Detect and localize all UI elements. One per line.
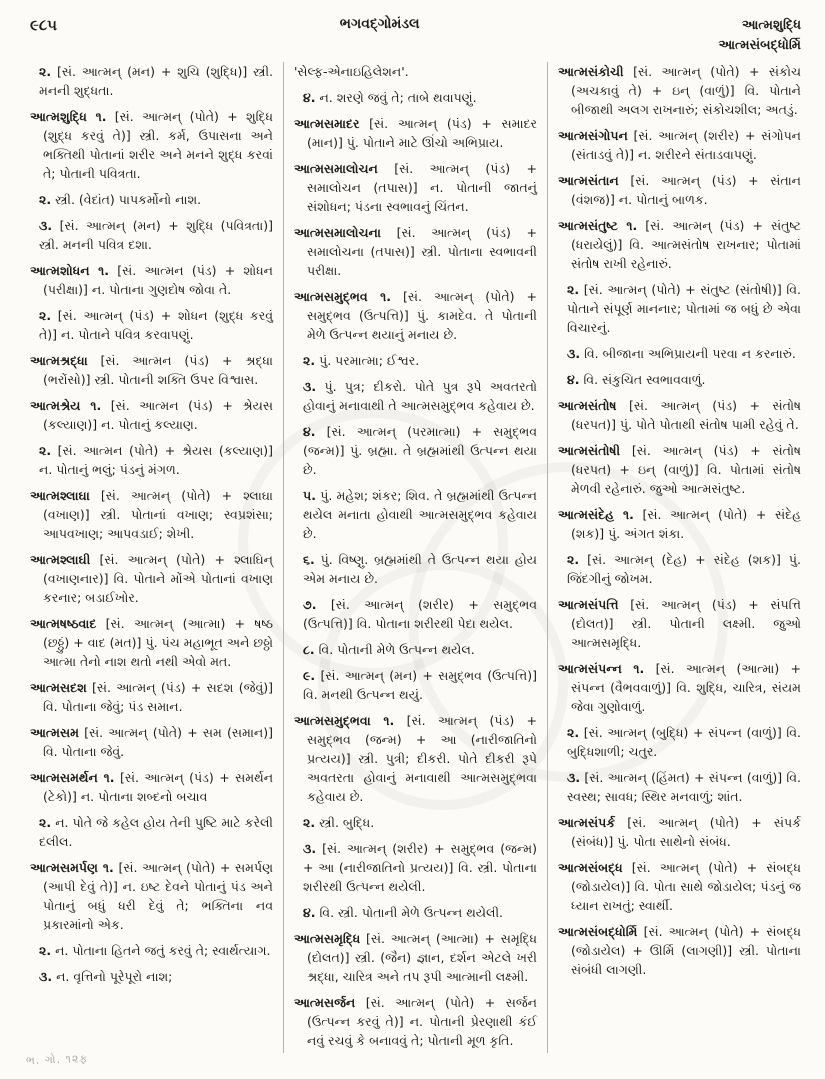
definition-text: [સં. આત્મન્ (મન) + શુચિ (શુદ્ધિ)] સ્ત્રી. મનની શુદ્ધતા. <box>39 64 273 98</box>
definition-text: [સં. આત્મન્ (પોતે) + સંબદ્ધ (જોડાયેલ) + ઊર્મિ (લાગણી)] સ્ત્રી. પોતાના સંબંધી લાગણી. <box>571 924 801 977</box>
headword: આત્મસમાદર <box>294 116 360 131</box>
definition-text: [સં. આત્મન્ (પોતે) + સમુદ્ભવ (ઉત્પત્તિ)] પું. કામદેવ. તે પોતાની મેળે ઉત્પન્ન થયાનું મનાય છે. <box>307 289 537 342</box>
dictionary-entry <box>30 768 273 806</box>
headword: આત્મસદશ <box>30 680 87 695</box>
dictionary-entry <box>294 114 537 152</box>
headword: આત્મસમાલોચના <box>294 225 381 240</box>
sense-paragraph <box>294 377 537 415</box>
headword: આત્મસમ <box>30 725 79 740</box>
definition-text: [સં. આત્મન્ (પંડ) + સંતોષ (ધરપત)] પું. પોતે પોતાથી સંતોષ પામી રહેવું તે. <box>571 398 801 432</box>
dictionary-entry <box>30 723 273 761</box>
headword: આત્મષષ્ઠવાદ <box>30 616 97 631</box>
definition-text: [સં. આત્મન્ (પંડ) + સદશ (જેવું)] વિ. પોતાના જેવું; પંડ સમાન. <box>43 680 273 714</box>
definition-text: વિ. સ્ત્રી. પોતાની મેળે ઉત્પન્ન થયેલી. <box>319 905 504 920</box>
headword: આત્મસમુદ્ભવ ૧. <box>294 289 391 304</box>
headword: ૨. <box>567 282 580 297</box>
dictionary-entry <box>30 396 273 434</box>
dictionary-entry <box>30 351 273 389</box>
dictionary-entry <box>558 595 801 652</box>
definition-text: [સં. આત્મન્ (બુદ્ધિ) + સંપન્ન (વાળું)] વિ. બુદ્ધિશાળી; ચતુર. <box>567 725 801 759</box>
definition-text: [સં. આત્મન્ (મન) + સમુદ્ભવ (ઉત્પત્તિ)] વિ. મનથી ઉત્પન્ન થયું. <box>303 668 537 702</box>
definition-text: [સં. આત્મન્ (પંડ) + સંતાન (વંશજ)] ન. પોતાનું બાળક. <box>571 173 801 207</box>
sense-paragraph <box>558 768 801 806</box>
definition-text: ન. પોતે જે કહેલ હોય તેની પુષ્ટિ માટે કરેલી દલીલ. <box>39 815 273 849</box>
definition-text: વિ. બીજાના અભિપ્રાયની પરવા ન કરનારું. <box>584 346 796 361</box>
dictionary-entry <box>558 813 801 851</box>
sense-paragraph <box>294 595 537 633</box>
headword: આત્મસંતોષ <box>558 398 617 413</box>
page-number: ૯૮૫ <box>30 16 57 34</box>
dictionary-entry <box>30 614 273 671</box>
headword: ૩. <box>39 969 53 984</box>
dictionary-entry <box>558 216 801 273</box>
dictionary-entry <box>558 858 801 915</box>
headword: ૫. <box>303 488 316 503</box>
sense-paragraph <box>30 967 273 986</box>
headword: ૨. <box>39 943 52 958</box>
sense-paragraph <box>558 370 801 389</box>
dictionary-entry <box>294 993 537 1050</box>
sense-paragraph <box>30 306 273 344</box>
definition-text: [સં. આત્મન (પંડ) + શ્રદ્ધા (ભરોંસો)] સ્ત્રી. પોતાની શક્તિ ઉપર વિશ્વાસ. <box>43 353 273 387</box>
headword: આત્મસંપત્તિ <box>558 597 619 612</box>
dictionary-entry <box>30 678 273 716</box>
definition-text: [સં. આત્મન્ (પંડ) + સમાલોચના (તપાસ)] સ્ત્રી. પોતાના સ્વભાવની પરીક્ષા. <box>307 225 537 278</box>
sense-paragraph <box>294 839 537 896</box>
page-header <box>30 16 801 56</box>
definition-text: [સં. આત્મન્ (પંડ) + સંતુષ્ટ (ધરાયેલું)] વિ. આત્મસંતોષ રાખનાર; પોતામાં સંતોષ રાખી રહેનારું. <box>571 218 801 271</box>
guide-word-last: આત્મસંબદ્ધોર્મિ <box>718 38 801 54</box>
definition-text: [સં. આત્મન્ (પોતે) + સમ (સમાન)] વિ. પોતાના જેવું. <box>43 725 273 759</box>
definition-text: [સં. આત્મન (પંડ) + શોધન (પરીક્ષા)] ન. પોતાના ગુણદોષ જોવા તે. <box>43 263 273 297</box>
definition-text: સ્ત્રી. (વેદાંત) પાપકર્મોનો નાશ. <box>55 192 202 207</box>
definition-text: [સં. આત્મન્ (દેહ) + સંદેહ (શક)] પું. જિંદગીનું જોખમ. <box>567 552 801 586</box>
column-left <box>30 62 283 1053</box>
column-middle <box>284 62 547 1053</box>
headword: ૩. <box>567 770 581 785</box>
definition-text: 'સેલ્ફ-એનાઇહિલેશન'. <box>294 64 409 79</box>
headword: આત્મસર્જન <box>294 995 356 1010</box>
sense-paragraph <box>294 813 537 832</box>
headword: ૩. <box>303 379 317 394</box>
headword: આત્મસંબદ્ધ <box>558 860 623 875</box>
headword: આત્મસંતાન <box>558 173 619 188</box>
definition-text: [સં. આત્મન્ (પોતે) + સંતુષ્ટ (સંતોષી)] વિ. પોતાને સંપૂર્ણ માનનાર; પોતામાં જ બધું છે એવા વિચારનું. <box>567 282 801 335</box>
headword: આત્મસંતોષી <box>558 443 621 458</box>
headword: આત્મસંબદ્ધોર્મિ <box>558 924 638 939</box>
sense-paragraph <box>294 550 537 588</box>
sense-paragraph <box>30 441 273 479</box>
definition-text: [સં. આત્મન્ (શરીર) + સંગોપન (સંતાડવું તે)] ન. શરીરને સંતાડવાપણું. <box>571 128 801 162</box>
headword: ૨. <box>567 552 580 567</box>
definition-text: [સં. આત્મન્ (પંડ) + સમુદ્ભવ (જન્મ) + આ (નારીજાતિનો પ્રત્યય)] સ્ત્રી. પુત્રી; દીકરી. પોતે દીકરી રૂપે અવતરતા હોવાનું મનાવાથી આત્મસમુદ્ભવા કહેવાય છે. <box>307 713 537 804</box>
dictionary-entry <box>30 107 273 183</box>
sense-paragraph <box>30 813 273 851</box>
headword: ૭. <box>303 597 317 612</box>
definition-text: [સં. આત્મન્ (આત્મા) + સંપન્ન (વૈભવવાળું)] વિ. શુદ્ધિ, ચારિત્ર, સંયમ જેવા ગુણોવાળું. <box>571 661 801 714</box>
headword: ૮. <box>303 642 315 657</box>
sense-paragraph <box>558 723 801 761</box>
definition-text: [સં. આત્મન્ (શરીર) + સમુદ્ભવ (ઉત્પત્તિ)] વિ. પોતાના શરીરથી પેદા થયેલ. <box>303 597 537 631</box>
sense-paragraph <box>294 88 537 107</box>
headword: ૩. <box>39 218 53 233</box>
headword: આત્મસમુદ્ભવા ૧. <box>294 713 395 728</box>
dictionary-entry <box>558 441 801 498</box>
headword: આત્મશુદ્ધિ ૧. <box>30 109 107 124</box>
definition-text: પું. પરમાત્મા; ઈશ્વર. <box>319 353 420 368</box>
dictionary-entry <box>294 159 537 216</box>
dictionary-entry <box>30 550 273 607</box>
dictionary-entry <box>294 711 537 806</box>
headword: આત્મસમર્થન ૧. <box>30 770 115 785</box>
headword: આત્મસમર્પણ ૧. <box>30 860 114 875</box>
dictionary-entry <box>558 922 801 979</box>
sense-paragraph <box>558 344 801 363</box>
definition-text: પું. વિષ્ણુ. બ્રહ્મમાંથી તે ઉત્પન્ન થયા હોય એમ મનાય છે. <box>303 552 537 586</box>
sense-paragraph <box>294 62 537 81</box>
dictionary-entry <box>558 505 801 543</box>
headword: ૨. <box>39 815 52 830</box>
sense-paragraph <box>30 62 273 100</box>
dictionary-entry <box>558 171 801 209</box>
definition-text: વિ. સંકુચિત સ્વભાવવાળું. <box>583 372 706 387</box>
definition-text: [સં. આત્મન્ (પંડ) + સમાદર (માન)] પું. પોતાને માટે ઊંચો અભિપ્રાય. <box>307 116 537 150</box>
definition-text: [સં. આત્મન્ (પંડ) + શોધન (શુદ્ધ કરવું તે)] ન. પોતાને પવિત્ર કરવાપણું. <box>39 308 273 342</box>
sense-paragraph <box>30 190 273 209</box>
sense-paragraph <box>558 280 801 337</box>
definition-text: સ્ત્રી. બુદ્ધિ. <box>319 815 375 830</box>
dictionary-entry <box>294 287 537 344</box>
headword: ૨. <box>303 353 316 368</box>
column-right <box>548 62 801 1053</box>
sense-paragraph <box>30 216 273 254</box>
headword: આત્મશ્લાઘા <box>30 488 90 503</box>
definition-text: [સં. આત્મન્ (મન) + શુદ્ધિ (પવિત્રતા)] સ્ત્રી. મનની પવિત્ર દશા. <box>39 218 273 252</box>
guide-word-first: આત્મશુદ્ધિ <box>741 18 801 33</box>
headword: ૬. <box>303 552 315 567</box>
definition-text: [સં. આત્મન્ (હિંમત) + સંપન્ન (વાળું)] વિ. સ્વસ્થ; સાવધ; સ્થિર મનવાળું; શાંત. <box>567 770 801 804</box>
headword: આત્મસંપર્ક <box>558 815 616 830</box>
headword: આત્મસંપન્ન ૧. <box>558 661 645 676</box>
definition-text: [સં. આત્મન્ (પંડ) + સંતોષ (ધરપત) + ઇન્ (વાળું)] વિ. પોતામાં સંતોષ મેળવી રહેનારું. જુઓ આત્મસંતુષ્ટ. <box>571 443 801 496</box>
definition-text: [સં. આત્મન્ (આત્મા) + સમૃદ્ધિ (દોલત)] સ્ત્રી. (જૈન) જ્ઞાન, દર્શન એટલે ખરી શ્રદ્ધા, ચારિત્ર અને તપ રૂપી આત્માની લક્ષ્મી. <box>307 931 537 984</box>
definition-text: ન. શરણે જવું તે; તાબે થવાપણું. <box>319 90 477 105</box>
definition-text: [સં. આત્મન્ (શરીર) + સમુદ્ભવ (જન્મ) + આ (નારીજાતિનો પ્રત્યય)] વિ. સ્ત્રી. પોતાના શરીરથી ઉત્પન્ન થયેલી. <box>303 841 537 894</box>
headword: આત્મસંતુષ્ટ ૧. <box>558 218 638 233</box>
headword: ૨. <box>567 725 580 740</box>
definition-text: [સં. આત્મન્ (પોતે) + શ્લાઘિન્ (વખાણનાર)] વિ. પોતાને મોંએ પોતાનાં વખાણ કરનાર; બડાઈખોર. <box>43 552 273 605</box>
definition-text: [સં. આત્મન્ (પંડ) + સમર્થન (ટેકો)] ન. પોતાના શબ્દનો બચાવ <box>43 770 274 804</box>
book-title: ભગવદ્ગોમંડલ <box>339 16 420 32</box>
definition-text: પું. મહેશ; શંકર; શિવ. તે બ્રહ્મમાંથી ઉત્પન્ન થયેલ મનાતા હોવાથી આત્મસમુદ્ભવ કહેવાય છે. <box>303 488 537 541</box>
headword: ૨. <box>303 815 316 830</box>
dictionary-entry <box>294 223 537 280</box>
headword: આત્મશ્રેય ૧. <box>30 398 102 413</box>
headword: ૨. <box>39 192 52 207</box>
dictionary-entry <box>294 929 537 986</box>
headword: આત્મશ્રદ્ધા <box>30 353 88 368</box>
headword: આત્મસંગોપન <box>558 128 628 143</box>
headword: ૪. <box>303 90 316 105</box>
headword: આત્મસંદેહ ૧. <box>558 507 634 522</box>
sense-paragraph <box>294 351 537 370</box>
dictionary-entry <box>30 486 273 543</box>
headword: આત્મશોધન ૧. <box>30 263 109 278</box>
headword: ૨. <box>39 443 52 458</box>
headword: ૨. <box>39 308 52 323</box>
sense-paragraph <box>558 550 801 588</box>
headword: ૪. <box>303 424 316 439</box>
definition-text: [સં. આત્મન્ (પોતે) + સંબદ્ધ (જોડાયેલ)] વિ. પોતા સાથે જોડાયેલ; પંડનું જ ધ્યાન રાખતું; સ્વાર્થી. <box>571 860 801 913</box>
definition-text: [સં. આત્મન્ (આત્મા) + ષષ્ઠ (છઠ્ઠું) + વાદ (મત)] પું. પંચ મહાભૂત અને છઠ્ઠો આત્મા તેનો નાશ થતો નથી એવો મત. <box>43 616 273 669</box>
headword: ૯. <box>303 668 316 683</box>
headword: આત્મસંકોચી <box>558 64 624 79</box>
definition-text: [સં. આત્મન્ (પોતે) + સર્જન (ઉત્પન્ન કરવું તે)] ન. પોતાની પ્રેરણાથી કંઈ નવું રચવું કે બનાવવું તે; પોતાની મૂળ કૃતિ. <box>307 995 537 1048</box>
headword: ૩. <box>567 346 581 361</box>
definition-text: [સં. આત્મન્ (પોતે) + શ્લાઘા (વખાણ)] સ્ત્રી. પોતાનાં વખાણ; સ્વપ્રશંસા; આપવખાણ; આપવડાઈ; શેખી. <box>43 488 273 541</box>
headword: આત્મસમૃદ્ધિ <box>294 931 361 946</box>
definition-text: પું. પુત્ર; દીકરો. પોતે પુત્ર રૂપે અવતરતો હોવાનું મનાવાથી તે આત્મસમુદ્ભવ કહેવાય છે. <box>303 379 537 413</box>
headword: ૪. <box>567 372 580 387</box>
definition-text: [સં. આત્મન્ (પંડ) + સંપત્તિ (દોલત)] સ્ત્રી. પોતાની લક્ષ્મી. જુઓ આત્મસમૃદ્ધિ. <box>571 597 801 650</box>
definition-text: [સં. આત્મન્ (પોતે) + સંદેહ (શક)] પું. અંગત શંકા. <box>571 507 801 541</box>
definition-text: ન. પોતાના હિતને જતું કરવું તે; સ્વાર્થત્યાગ. <box>55 943 271 958</box>
definition-text: ન. વૃત્તિનો પૂરેપૂરો નાશ; <box>56 969 173 984</box>
definition-text: [સં. આત્મન (પોતે) + શ્રેયસ (કલ્યાણ)] ન. પોતાનું ભલું; પંડનું મંગળ. <box>39 443 274 477</box>
headword: આત્મસમાલોચન <box>294 161 378 176</box>
sense-paragraph <box>294 486 537 543</box>
dictionary-entry <box>30 261 273 299</box>
definition-text: [સં. આત્મન્ (પોતે) + સંકોચ (અચકાવું તે) + ઇન્ (વાળું)] વિ. પોતાને બીજાથી અલગ રાખનારું; સંકોચશીલ; અતડું. <box>571 64 801 117</box>
definition-text: [સં. આત્મન્ (પોતે) + શુદ્ધિ (શુદ્ધ કરવું તે)] સ્ત્રી. કર્મ, ઉપાસના અને ભક્તિથી પોતાનાં શરીર અને મનને શુદ્ધ કરવાં તે; પોતાની પવિત્રતા. <box>43 109 273 181</box>
definition-text: [સં. આત્મન્ (પોતે) + સંપર્ક (સંબંધ)] પું. પોતા સાથેનો સંબંધ. <box>571 815 801 849</box>
headword: આત્મશ્લાઘી <box>30 552 91 567</box>
dictionary-entry <box>558 396 801 434</box>
dictionary-entry <box>558 659 801 716</box>
definition-text: વિ. પોતાની મેળે ઉત્પન્ન થયેલ. <box>318 642 475 657</box>
sense-paragraph <box>30 941 273 960</box>
definition-text: [સં. આત્મન્ (પોતે) + સમર્પણ (આપી દેવું તે)] ન. ઇષ્ટ દેવને પોતાનું પંડ અને પોતાનું બધું ધરી દેવું તે; ભક્તિના નવ પ્રકારમાંનો એક. <box>43 860 273 932</box>
footer-handwritten-mark: ભ. ગો. ૧૨ફ <box>25 1051 89 1068</box>
definition-text: [સં. આત્મન્ (પરમાત્મા) + સમુદ્ભવ (જન્મ)] પું. બ્રહ્મા. તે બ્રહ્મમાંથી ઉત્પન્ન થયા છે. <box>303 424 537 477</box>
sense-paragraph <box>294 640 537 659</box>
guide-words <box>718 16 801 56</box>
dictionary-entry <box>558 62 801 119</box>
definition-text: [સં. આત્મન (પંડ) + શ્રેયસ (કલ્યાણ)] ન. પોતાનું કલ્યાણ. <box>43 398 273 432</box>
sense-paragraph <box>294 666 537 704</box>
headword: ૩. <box>303 841 317 856</box>
text-columns <box>30 62 801 1053</box>
dictionary-entry <box>30 858 273 934</box>
sense-paragraph <box>294 903 537 922</box>
headword: ૨. <box>39 64 52 79</box>
dictionary-entry <box>558 126 801 164</box>
definition-text: [સં. આત્મન્ (પંડ) + સમાલોચન (તપાસ)] ન. પોતાની જાતનું સંશોધન; પંડના સ્વભાવનું ચિંતન. <box>307 161 537 214</box>
headword: ૪. <box>303 905 316 920</box>
sense-paragraph <box>294 422 537 479</box>
